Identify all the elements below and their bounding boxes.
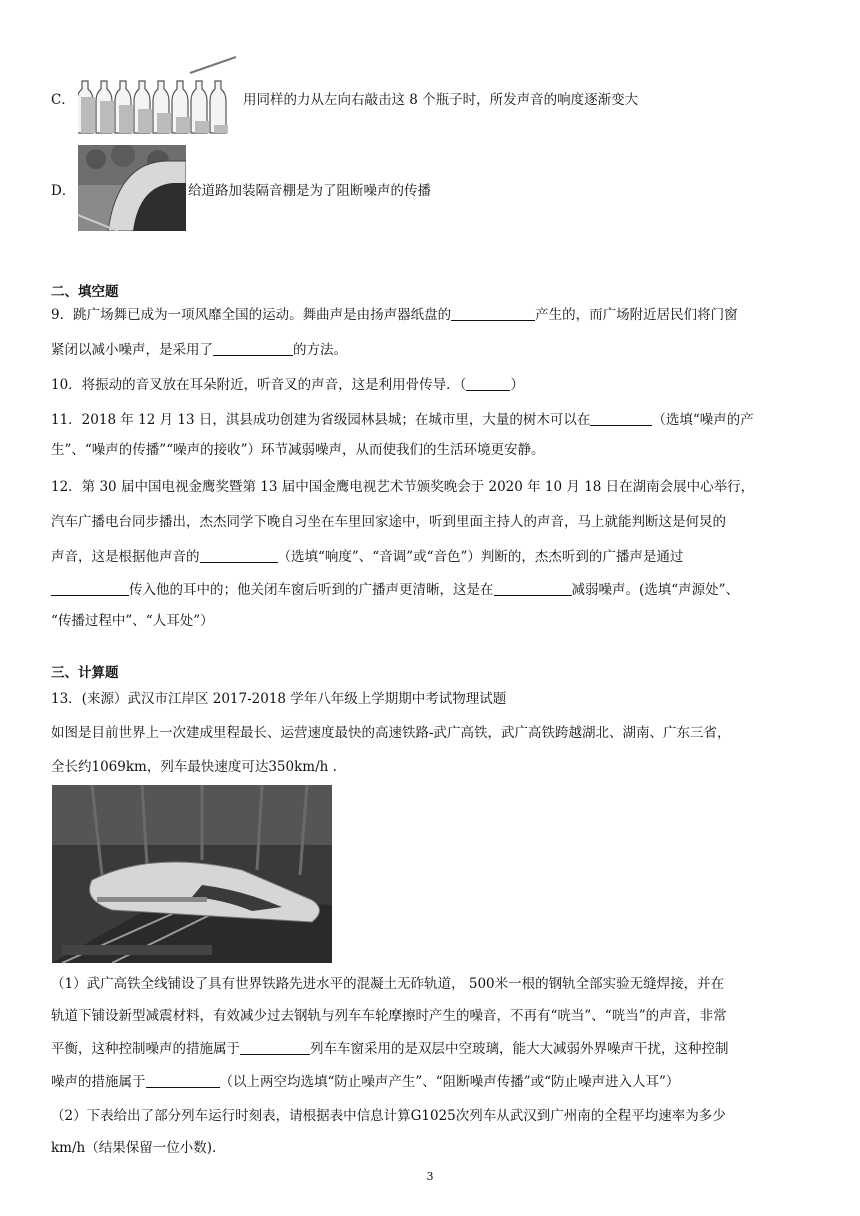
answer-blank[interactable] [494, 581, 572, 596]
question-13-part-1-line-1: （1）武广高铁全线铺设了具有世界铁路先进水平的混凝土无砟轨道， 500米一根的钢轨全部实验无缝焊接，并在 [51, 976, 725, 992]
question-13-intro-line-1: 如图是目前世界上一次建成里程最长、运营速度最快的高速铁路-武广高铁，武广高铁跨越湖北、湖南、广东三省， [51, 725, 731, 741]
question-13-intro-line-2: 全长约1069km，列车最快速度可达350km/h . [51, 759, 337, 775]
question-12-line-4: 传入他的耳中的；他关闭车窗后听到的广播声更清晰，这是在 减弱噪声。(选填“声源处”、 [51, 580, 820, 600]
question-13-part-1-line-4: 噪声的措施属于 （以上两空均选填“防止噪声产生”、“阻断噪声传播”或“防止噪声进入人耳”） [51, 1074, 680, 1090]
answer-blank[interactable] [451, 306, 535, 321]
question-12-line-5: “传播过程中”、“人耳处”） [51, 613, 214, 629]
question-13-part-1-line-2: 轨道下铺设新型减震材料，有效减少过去钢轨与列车车轮摩擦时产生的噪音，不再有“咣当”、“咣当”的声音，非常 [51, 1008, 727, 1024]
question-9-line-1: 9．跳广场舞已成为一项风靡全国的运动。舞曲声是由扬声器纸盘的 产生的，而广场附近居民们将门窗 [51, 307, 738, 323]
page-number: 3 [426, 1170, 434, 1183]
option-d-text: 给道路加装隔音棚是为了阻断噪声的传播 [188, 183, 431, 199]
question-13-part-2-line-1: （2）下表给出了部分列车运行时刻表，请根据表中信息计算G1025次列车从武汉到广州南的全程平均速率为多少 [51, 1108, 726, 1124]
question-13-part-2-line-2: km/h（结果保留一位小数). [51, 1140, 217, 1156]
section-fill-blank-title: 二、填空题 [51, 284, 119, 300]
question-13-part-1-line-3: 平衡，这种控制噪声的措施属于 列车车窗采用的是双层中空玻璃，能大大减弱外界噪声干扰，这种控制 [51, 1041, 729, 1057]
bottles-image [78, 55, 240, 137]
option-d-letter: D． [51, 183, 76, 199]
answer-blank[interactable] [51, 581, 129, 596]
question-10: 10．将振动的音叉放在耳朵附近，听音叉的声音，这是利用骨传导．（ ） [51, 377, 524, 393]
answer-blank[interactable] [590, 411, 652, 426]
question-12-line-1: 12．第 30 届中国电视金鹰奖暨第 13 届中国金鹰电视艺术节颁奖晚会于 2020 年 10 月 18 日在湖南会展中心举行， [51, 479, 755, 495]
answer-blank[interactable] [240, 1040, 310, 1055]
answer-blank[interactable] [146, 1073, 220, 1088]
option-c-letter: C． [51, 92, 75, 108]
high-speed-train-image [52, 785, 332, 963]
question-11-line-2: 生”、“噪声的传播”“噪声的接收”）环节减弱噪声，从而使我们的生活环境更安静。 [51, 442, 545, 458]
answer-blank[interactable] [466, 376, 510, 391]
question-12-line-2: 汽车广播电台同步播出，杰杰同学下晚自习坐在车里回家途中，听到里面主持人的声音，马上就能判断这是何炅的 [51, 514, 726, 530]
answer-blank[interactable] [200, 548, 278, 563]
question-13-source: 13．(来源）武汉市江岸区 2017-2018 学年八年级上学期期中考试物理试题 [51, 691, 507, 707]
question-12-line-3: 声音，这是根据他声音的 （选填“响度”、“音调”或“音色”）判断的，杰杰听到的广播声是通过 [51, 549, 684, 565]
section-calculation-title: 三、计算题 [51, 665, 119, 681]
answer-blank[interactable] [213, 341, 293, 356]
sound-barrier-image [78, 145, 186, 231]
option-c-text: 用同样的力从左向右敲击这 8 个瓶子时，所发声音的响度逐渐变大 [243, 92, 639, 108]
question-11-line-1: 11．2018 年 12 月 13 日，淇县成功创建为省级园林县城；在城市里，大量的树木可以在 （选填“噪声的产 [51, 412, 754, 428]
question-9-line-2: 紧闭以减小噪声，是采用了 的方法。 [51, 342, 347, 358]
